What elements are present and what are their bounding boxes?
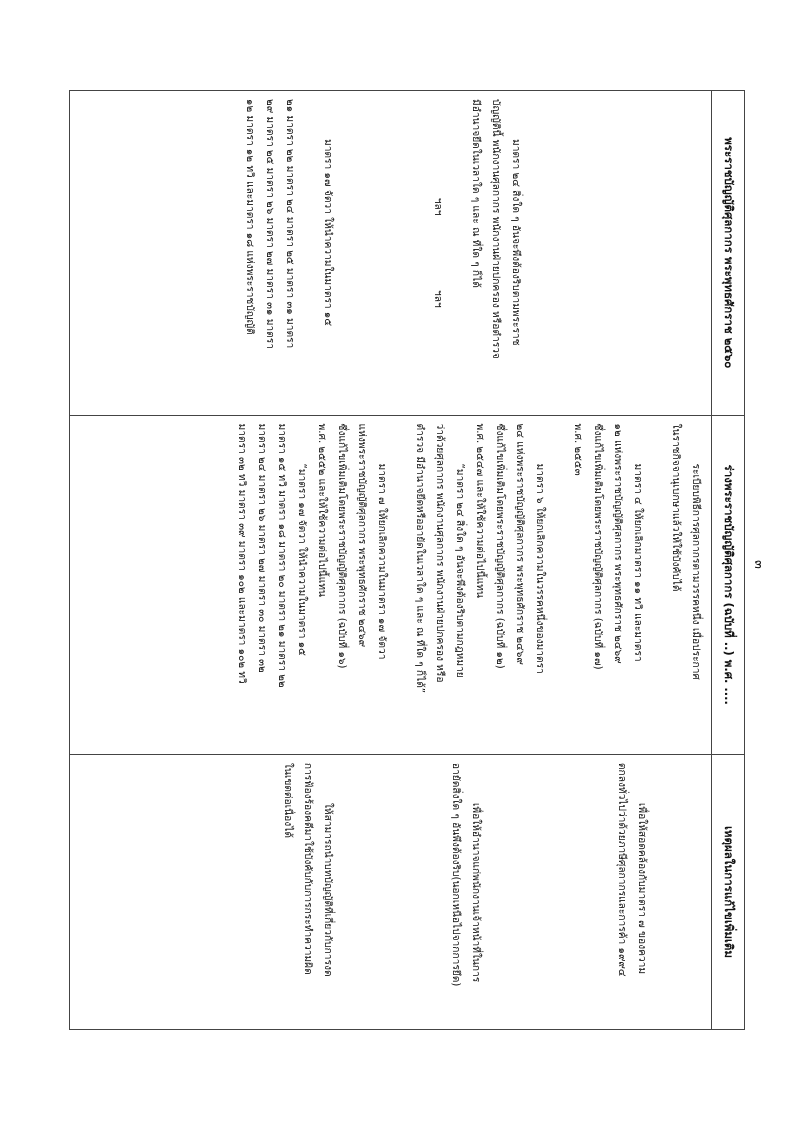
text-line: ในราชกิจจานุเบกษาแล้วให้ใช้บังคับได้ [670,423,681,592]
text-line: ในเขตต่อเนื่องได้ [282,762,293,838]
text-line: เพื่อให้อำนาจแก่พนักงานเจ้าหน้าที่ในการ [470,802,481,983]
text-line: อายัดสิ่งใด ๆ อันพึงต้องริบ(นอกเหนือไปจากการยึด) [450,762,461,987]
text-line: มาตรา ๒๔ มาตรา ๒๖ มาตรา ๒๗ มาตรา ๓๐ มาตรา ๓๒ [256,423,267,673]
comparison-table [69,90,745,1030]
text-line: ซึ่งแก้ไขเพิ่มเติมโดยพระราชบัญญัติศุลกากร (ฉบับที่ ๑๒) [494,423,505,669]
text-line: มาตรา ๗ ให้ยกเลิกความในมาตรา ๑๗ จัตวา [376,463,387,660]
reasons-cell [70,754,712,1029]
text-line: การฟ้องร้องคดีมาใช้บังคับกับการกระทำความผิด [302,762,313,975]
text-line: ซึ่งแก้ไขเพิ่มเติมโดยพระราชบัญญัติศุลกากร (ฉบับที่ ๑๖) [336,423,347,669]
ellipsis-mark: ฯลฯ [432,197,443,216]
text-line: ระเบียบพิธีการศุลกากรตามวรรคหนึ่ง เมื่อประกาศ [690,463,701,680]
text-line: มาตรา ๓๒ ทวิ มาตรา ๓๙ มาตรา ๑๐๒ และมาตรา ๑๐๒ ทวิ [236,423,247,684]
text-line: มาตรา ๖ ให้ยกเลิกความในวรรคหนึ่งของมาตรา [534,463,545,674]
text-line: พ.ศ. ๒๕๕๓ [572,423,583,476]
text-line: ว่าด้วยศุลกากร พนักงานศุลกากร พนักงานฝ่ายปกครอง หรือ [434,423,445,683]
text-line: มีอำนาจยึดในเวลาใด ๆ และ ณ ที่ใด ๆ ก็ได้ [470,99,481,288]
text-line: ๒๔ แห่งพระราชบัญญัติศุลกากร พระพุทธศักราช ๒๔๖๙ [514,423,525,665]
header-current-act: พระราชบัญญัติศุลกากร พระพุทธศักราช ๒๕๖๐ [712,91,745,416]
text-line: มาตรา ๔ ให้ยกเลิกมาตรา ๑๑ ทวิ และมาตรา [632,463,643,662]
text-line: มาตรา ๑๗ จัตวา ให้นำความในมาตรา ๑๕ [322,139,333,327]
text-line: มาตรา ๒๔ สิ่งใด ๆ อันจะพึงต้องริบตามพระราช [510,139,521,346]
body-row [70,91,712,1030]
draft-act-cell [70,415,712,754]
text-line: ตำรวจ มีอำนาจยึดหรืออายัดในเวลาใด ๆ และ ณ ที่ใด ๆ ก็ได้” [414,423,425,694]
text-line: ตกลงทั่วไปว่าด้วยภาษีศุลกากรและการค้า ๑๙๙๔ [616,762,627,977]
text-line: พ.ศ. ๒๕๔๗ และให้ใช้ความต่อไปนี้แทน [474,423,485,598]
header-draft-act: ร่างพระราชบัญญัติศุลกากร (ฉบับที่ ..) พ.ศ. .... [712,415,745,754]
ellipsis-mark: ฯลฯ [432,290,443,308]
current-act-cell [70,91,712,416]
text-line: พ.ศ. ๒๕๕๒ และให้ใช้ความต่อไปนี้แทน [316,423,327,597]
text-line: ๑๒ มาตรา ๑๒ ทวิ และมาตรา ๑๘ แห่งพระราชบัญญัติ [244,99,255,335]
text-line: แห่งพระราชบัญญัติศุลกากร พระพุทธศักราช ๒๔๖๙ [356,423,367,648]
header-row [712,91,745,1030]
page-number: ๓ [751,560,766,569]
text-line: “มาตรา ๒๔ สิ่งใด ๆ อันจะพึงต้องริบตามกฎหมาย [454,463,465,678]
text-line: มาตรา ๑๕ ทวิ มาตรา ๑๘ มาตรา ๒๐ มาตรา ๒๑ มาตรา ๒๒ [276,423,287,688]
text-line: ๑๒ แห่งพระราชบัญญัติศุลกากร พระพุทธศักราช ๒๔๖๙ [612,423,623,664]
text-line: ๒๙ มาตรา ๒๕ มาตรา ๒๖ มาตรา ๒๗ มาตรา ๓๑ มาตรา [264,99,275,349]
text-line: บัญญัตินี้ พนักงานศุลกากร พนักงานฝ่ายปกครอง หรือตำรวจ [490,99,501,359]
text-line: เพื่อให้สอดคล้องกับมาตรา ๗ ของความ [636,802,647,975]
text-line: ซึ่งแก้ไขเพิ่มเติมโดยพระราชบัญญัติศุลกากร (ฉบับที่ ๑๗) [592,423,603,670]
header-reasons: เหตุผลในการแก้ไขเพิ่มเติม [712,754,745,1029]
text-line: “มาตรา ๑๗ จัตวา ให้นำความในมาตรา ๑๕ [296,463,307,656]
text-line: ๒๑ มาตรา ๒๒ มาตรา ๒๔ มาตรา ๒๕ มาตรา ๓๑ มาตรา [284,99,295,349]
text-line: ให้สามารถนำบทบัญญัติที่เกี่ยวกับการงด [322,802,333,977]
